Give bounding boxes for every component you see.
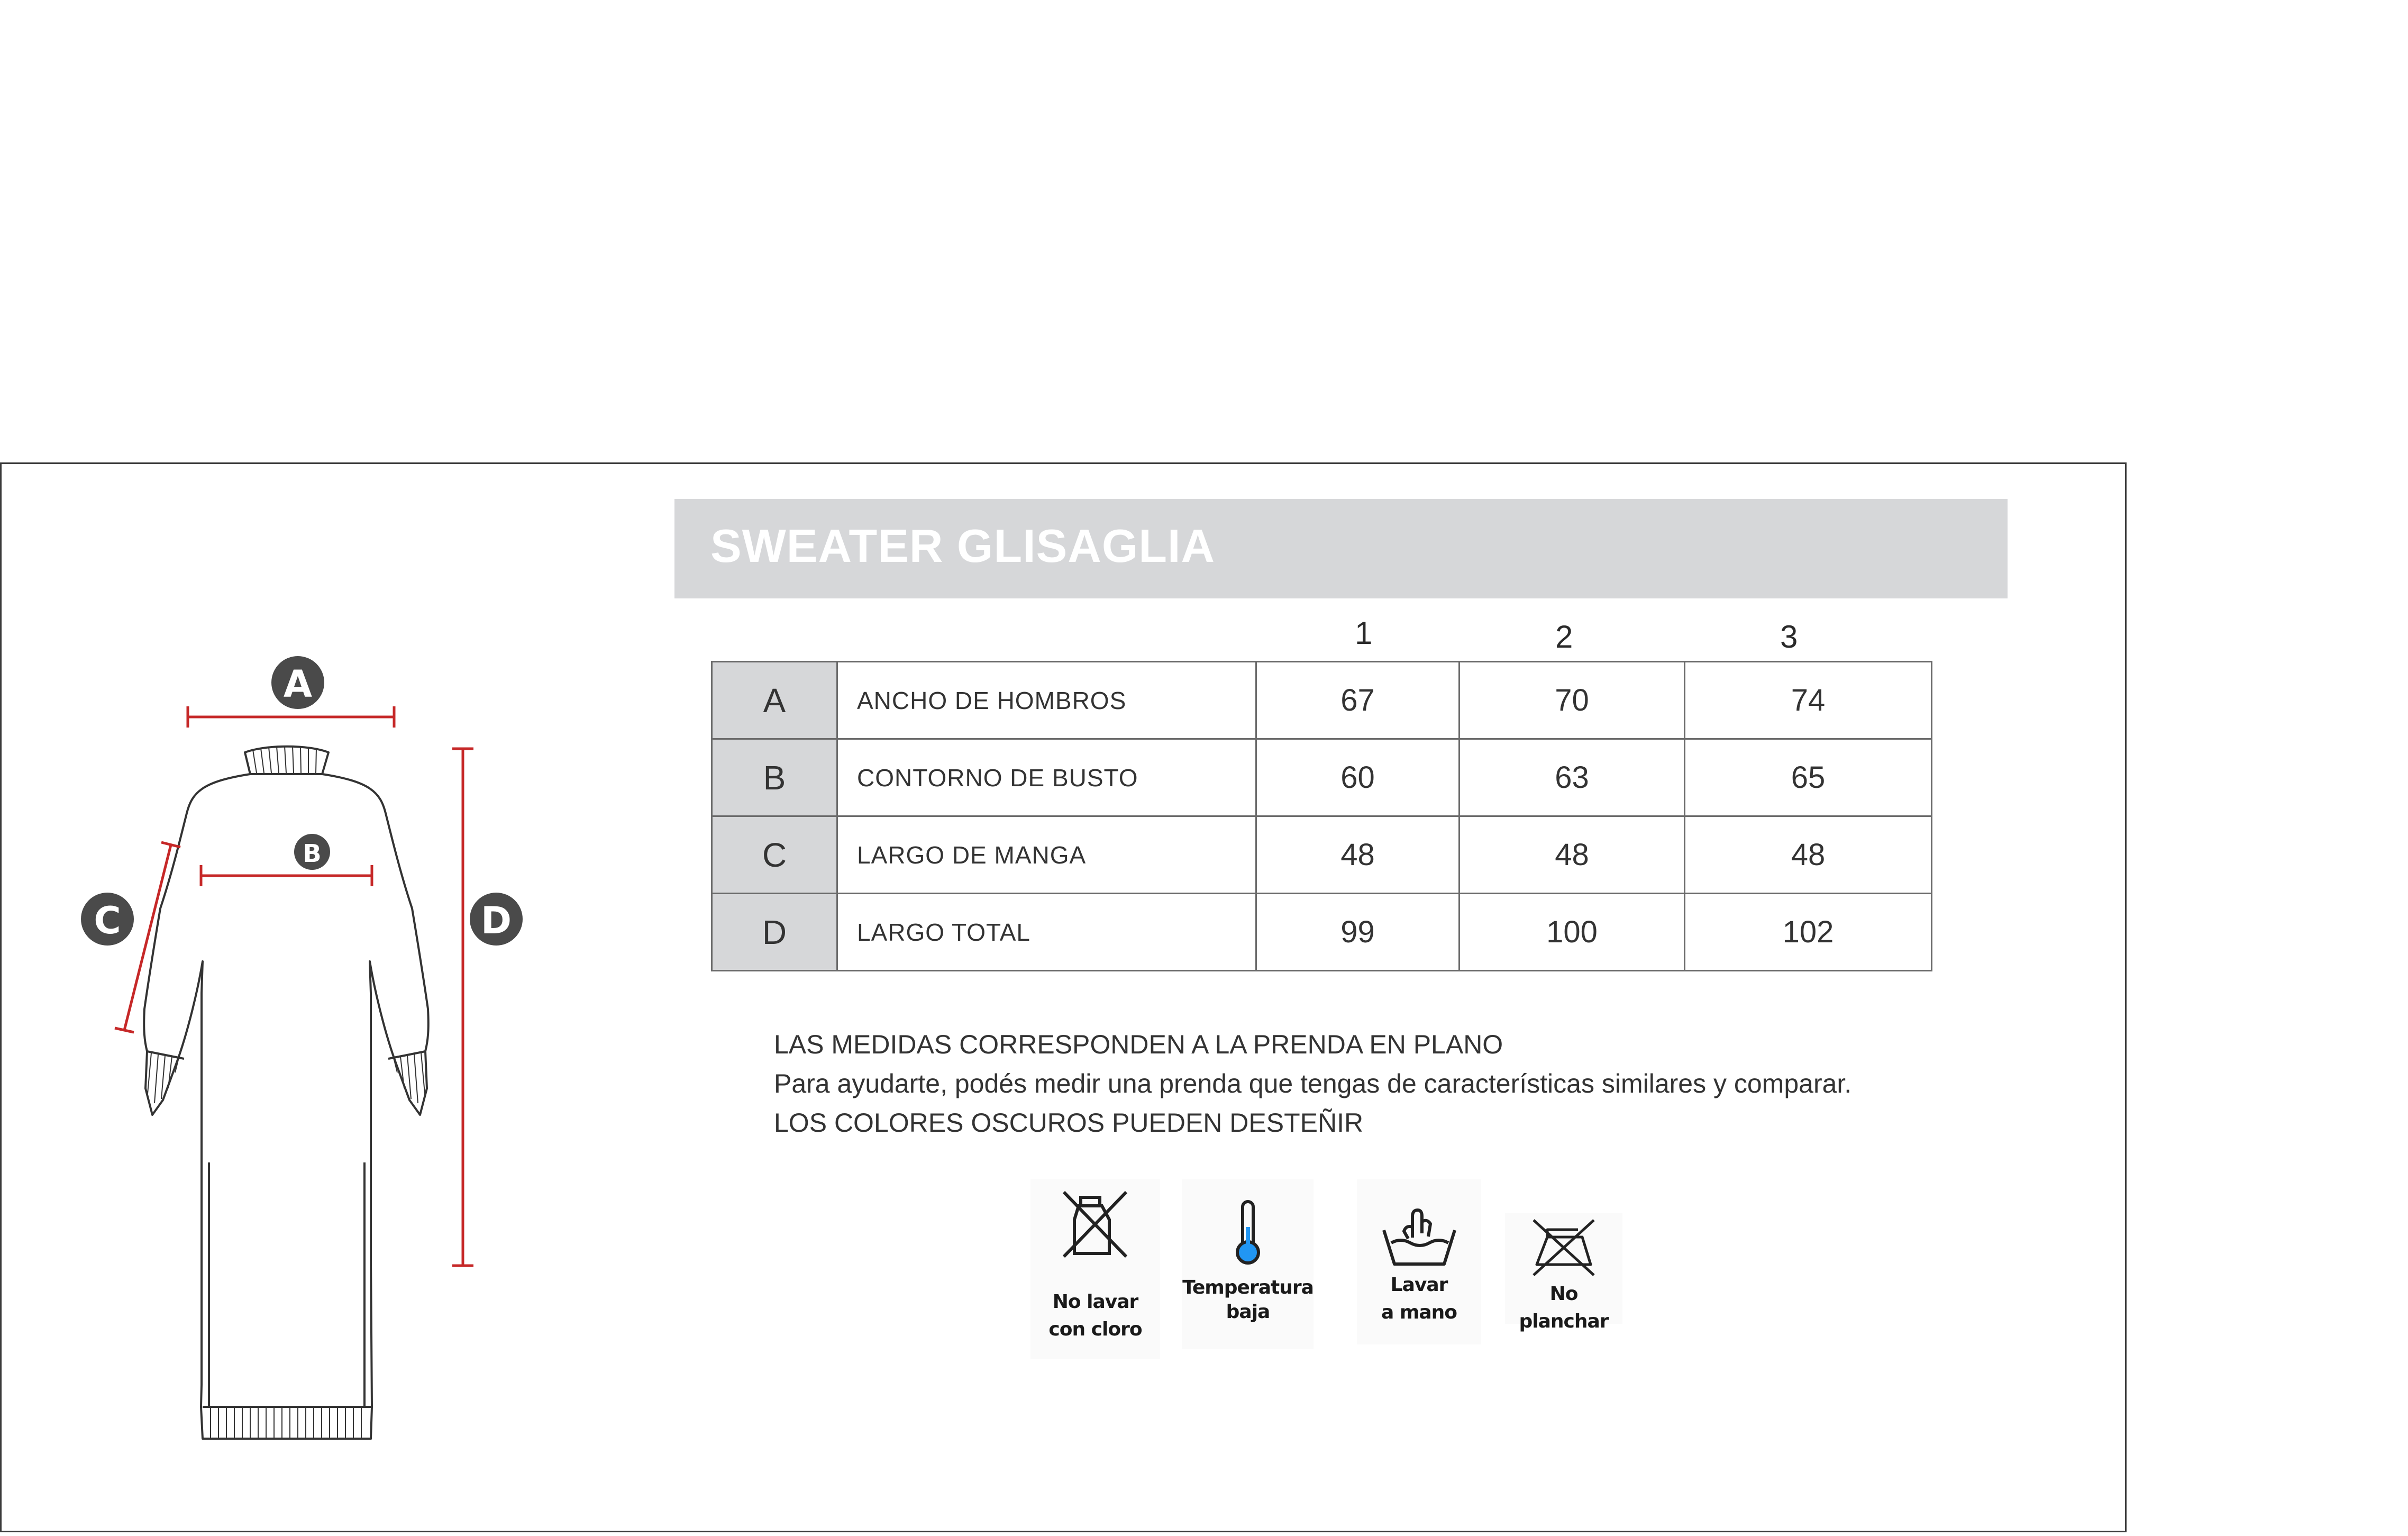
no-bleach-icon: [1059, 1188, 1133, 1262]
table-row: [712, 894, 1932, 971]
row-value: 48: [1685, 816, 1932, 894]
care-label: baja: [1226, 1301, 1270, 1323]
row-letter: D: [712, 894, 837, 971]
table-row: [712, 739, 1932, 816]
row-value: 74: [1685, 662, 1932, 739]
row-value: 60: [1256, 739, 1460, 816]
note-line: LAS MEDIDAS CORRESPONDEN A LA PRENDA EN PLANO: [774, 1030, 1503, 1059]
product-title: SWEATER GLISAGLIA: [710, 520, 1216, 572]
row-label: ANCHO DE HOMBROS: [837, 662, 1256, 739]
note-line: LOS COLORES OSCUROS PUEDEN DESTEÑIR: [774, 1108, 1364, 1138]
row-value: 63: [1460, 739, 1685, 816]
row-letter: C: [712, 816, 837, 894]
title-band: [674, 499, 2008, 598]
care-no-iron: [1505, 1213, 1622, 1332]
care-label: a mano: [1381, 1302, 1457, 1323]
row-value: 100: [1460, 894, 1685, 971]
table-row: [712, 816, 1932, 894]
care-label: No planchar: [1519, 1283, 1609, 1332]
garment-illustration: [2, 464, 583, 1534]
badge-a: [271, 656, 324, 709]
dress-outline: [144, 774, 428, 1439]
size-table: [711, 661, 1932, 971]
row-value: 70: [1460, 662, 1685, 739]
size-guide-card: [0, 462, 2127, 1532]
svg-text:D: D: [480, 899, 512, 942]
thermometer-icon: [1227, 1197, 1269, 1266]
care-low-temperature: [1182, 1179, 1314, 1349]
hand-wash-icon: [1380, 1201, 1459, 1269]
care-label: con cloro: [1048, 1319, 1142, 1340]
table-row: [712, 662, 1932, 739]
row-value: 65: [1685, 739, 1932, 816]
badge-b: [294, 834, 330, 870]
svg-text:A: A: [283, 662, 313, 706]
svg-text:B: B: [303, 839, 322, 868]
row-value: 102: [1685, 894, 1932, 971]
badge-d: [470, 893, 523, 946]
care-no-bleach: [1030, 1179, 1160, 1359]
svg-text:C: C: [94, 899, 121, 942]
care-hand-wash: [1357, 1179, 1481, 1344]
size-header-2: 2: [1555, 619, 1573, 655]
size-header-1: 1: [1355, 615, 1373, 651]
row-letter: A: [712, 662, 837, 739]
sweater-dress-drawing: [2, 464, 583, 1534]
row-value: 48: [1460, 816, 1685, 894]
row-value: 67: [1256, 662, 1460, 739]
care-label: No lavar: [1052, 1291, 1138, 1313]
row-label: LARGO DE MANGA: [837, 816, 1256, 894]
row-value: 99: [1256, 894, 1460, 971]
note-line: Para ayudarte, podés medir una prenda que tengas de características similares y comparar.: [774, 1069, 1852, 1098]
row-value: 48: [1256, 816, 1460, 894]
size-header-3: 3: [1780, 619, 1798, 655]
care-label: Lavar: [1390, 1274, 1448, 1296]
measure-line-c: [124, 845, 171, 1030]
row-label: CONTORNO DE BUSTO: [837, 739, 1256, 816]
measurement-notes: [774, 1025, 1851, 1142]
care-label: Temperatura: [1182, 1277, 1314, 1298]
no-iron-icon: [1529, 1216, 1598, 1279]
row-letter: B: [712, 739, 837, 816]
badge-c: [81, 893, 134, 946]
row-label: LARGO TOTAL: [837, 894, 1256, 971]
